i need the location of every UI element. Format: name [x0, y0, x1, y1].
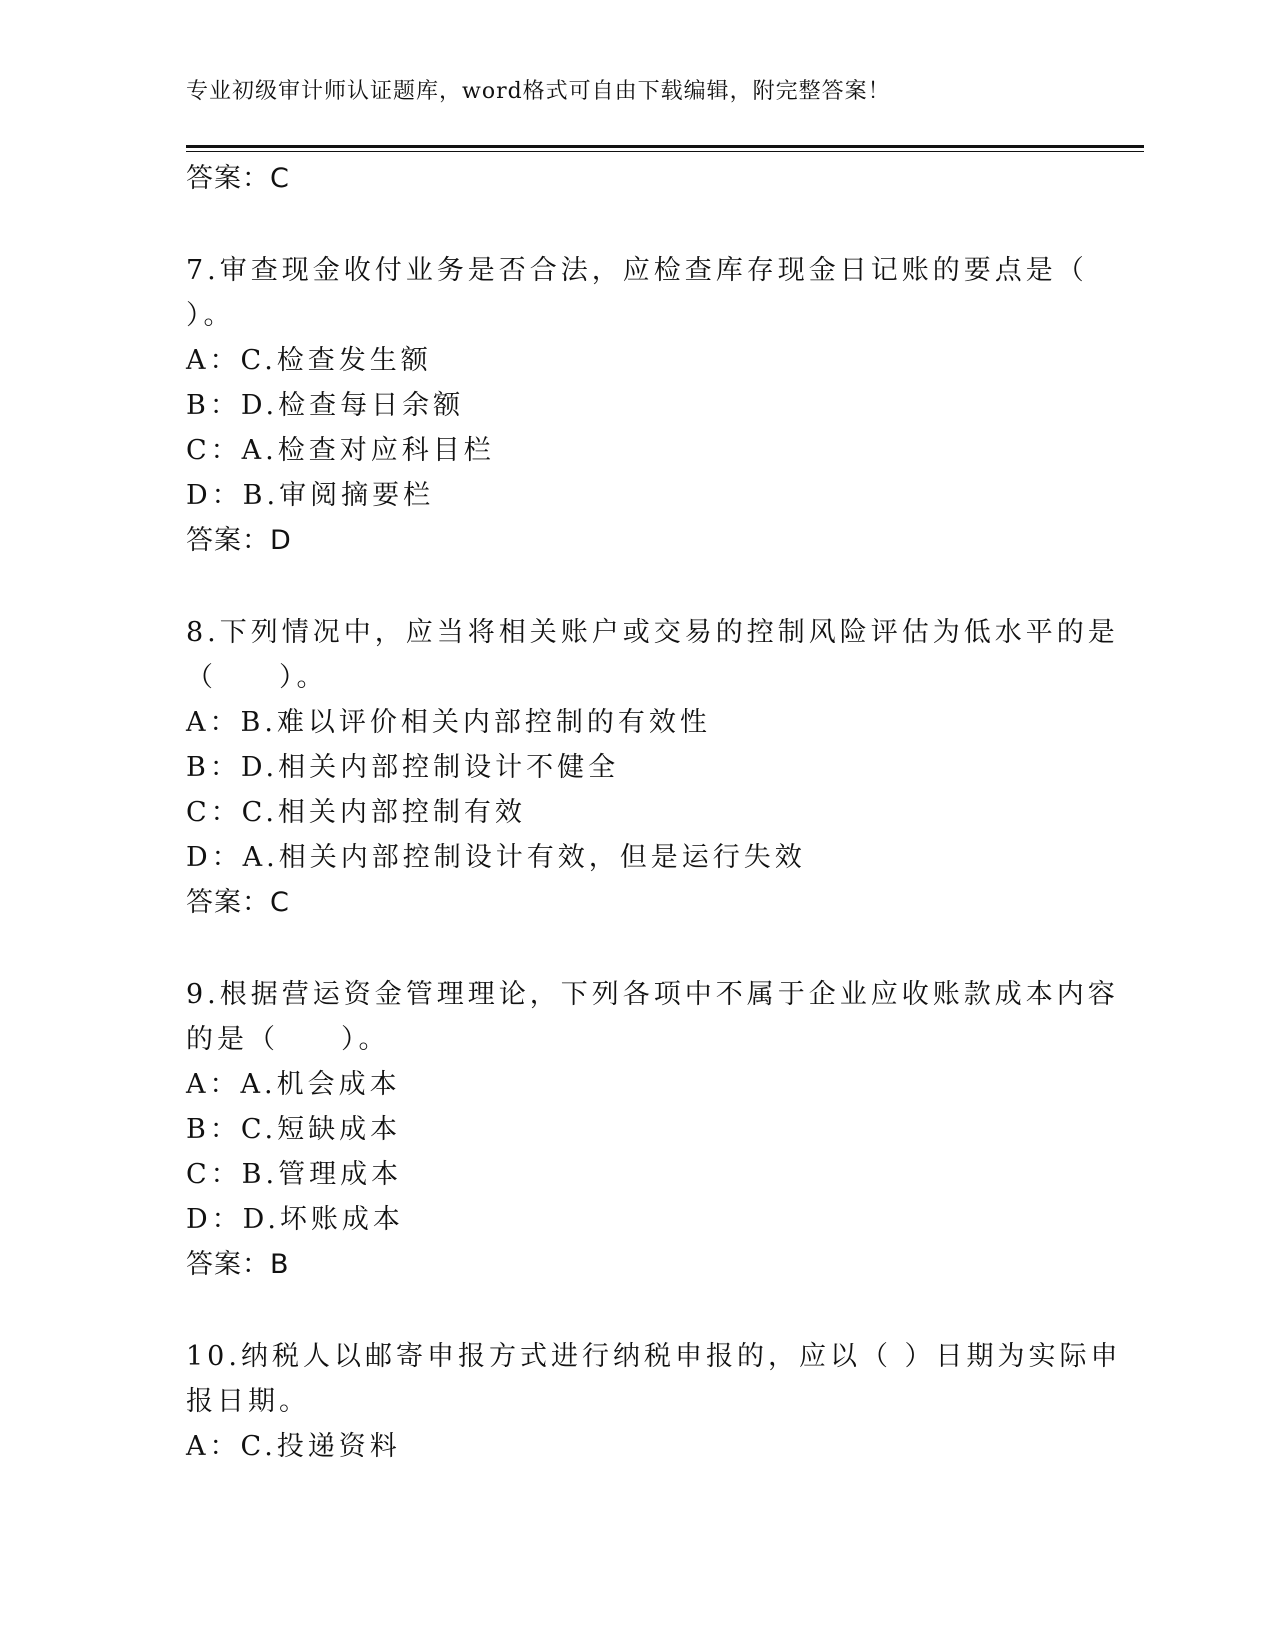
- option-a: A：B.难以评价相关内部控制的有效性: [186, 707, 711, 738]
- option-c: C：B.管理成本: [186, 1159, 403, 1190]
- header-rule-thick: [186, 145, 1144, 148]
- option-b: B：D.检查每日余额: [186, 390, 465, 421]
- option-c: C：C.相关内部控制有效: [186, 797, 526, 828]
- answer-line: 答案：D: [186, 525, 292, 556]
- question-stem: 7.审查现金收付业务是否合法，应检查库存现金日记账的要点是（: [186, 255, 1088, 286]
- spacer: [186, 201, 1046, 248]
- question-stem: 9.根据营运资金管理理论，下列各项中不属于企业应收账款成本内容: [186, 979, 1119, 1010]
- question-stem: 的是（ ）。: [186, 1024, 390, 1055]
- spacer: [186, 925, 1046, 972]
- spacer: [186, 563, 1046, 610]
- option-a: A：A.机会成本: [186, 1069, 401, 1100]
- question-block: [186, 248, 1088, 563]
- question-block: [186, 972, 1119, 1287]
- question-stem: （ ）。: [186, 662, 328, 693]
- option-d: D：A.相关内部控制设计有效，但是运行失效: [186, 842, 806, 873]
- option-b: B：C.短缺成本: [186, 1114, 402, 1145]
- question-stem: 报日期。: [186, 1386, 310, 1417]
- question-block: [186, 1334, 1122, 1469]
- answer-line: 答案：C: [186, 163, 290, 194]
- question-list: [186, 156, 1122, 1469]
- question-stem: 8.下列情况中，应当将相关账户或交易的控制风险评估为低水平的是: [186, 617, 1119, 648]
- answer-line: 答案：C: [186, 887, 290, 918]
- option-a: A：C.投递资料: [186, 1431, 401, 1462]
- answer-line: 答案：B: [186, 1249, 290, 1280]
- header-rule-thin: [186, 151, 1144, 152]
- page-header: 专业初级审计师认证题库，word格式可自由下载编辑，附完整答案！: [186, 79, 891, 104]
- spacer: [186, 1287, 1046, 1334]
- option-d: D：D.坏账成本: [186, 1204, 404, 1235]
- question-stem: 10.纳税人以邮寄申报方式进行纳税申报的，应以（ ）日期为实际申: [186, 1341, 1122, 1372]
- option-b: B：D.相关内部控制设计不健全: [186, 752, 620, 783]
- option-a: A：C.检查发生额: [186, 345, 432, 376]
- question-block: [186, 610, 1119, 925]
- question-stem: ）。: [186, 300, 235, 331]
- option-d: D：B.审阅摘要栏: [186, 480, 435, 511]
- option-c: C：A.检查对应科目栏: [186, 435, 495, 466]
